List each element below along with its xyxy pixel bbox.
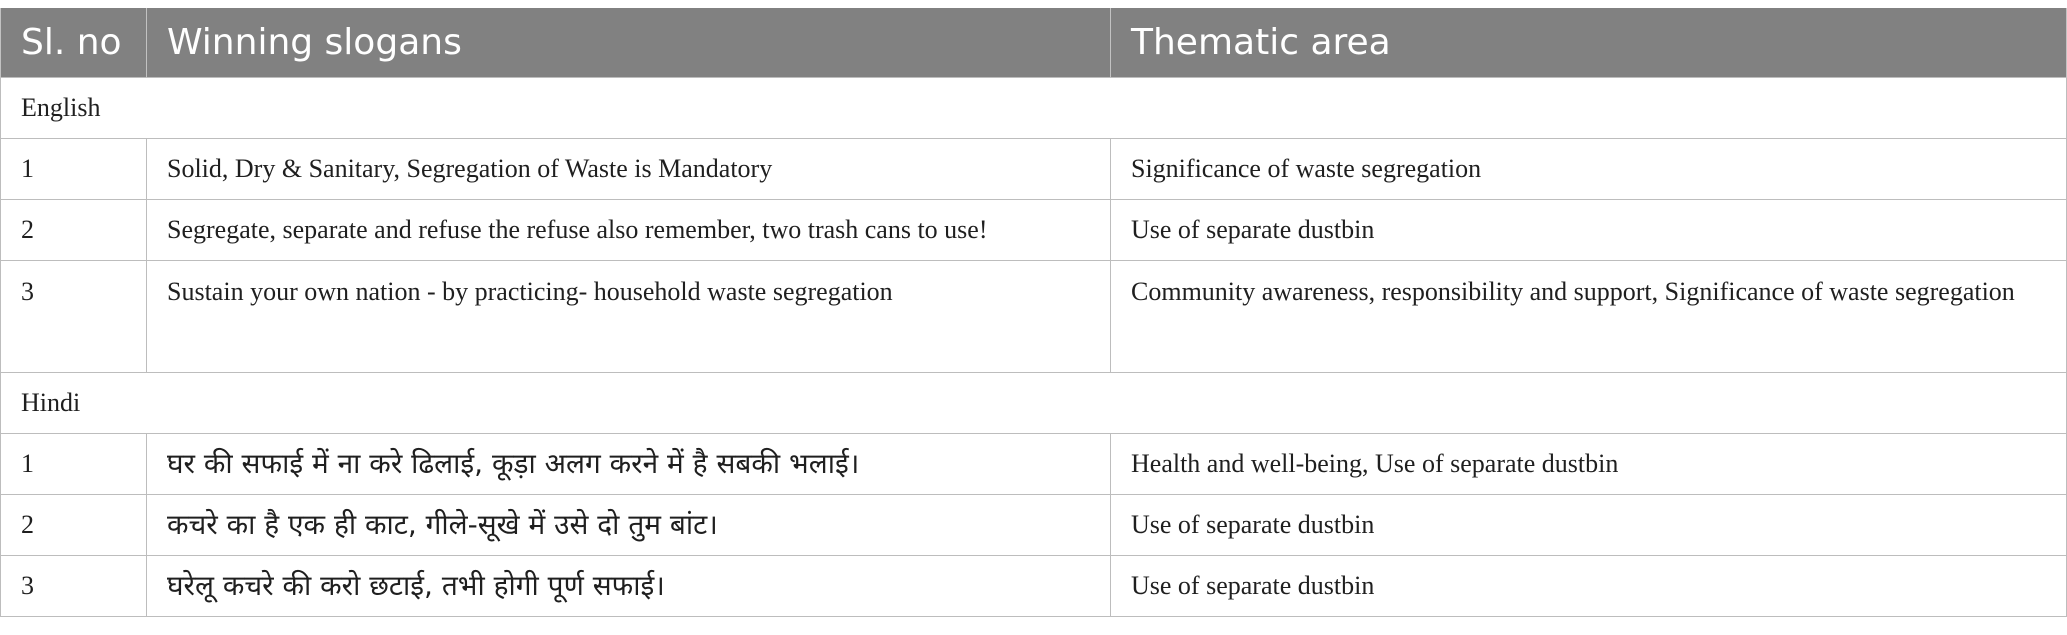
header-thematic-area: Thematic area: [1111, 8, 2067, 77]
row-theme: Health and well-being, Use of separate dustbin: [1111, 433, 2067, 494]
row-theme: Use of separate dustbin: [1111, 555, 2067, 616]
row-slogan: Sustain your own nation - by practicing- household waste segregation: [147, 260, 1111, 372]
section-title-english: English: [1, 77, 2067, 138]
table-row: [1, 494, 2067, 555]
table-header: [1, 8, 2067, 77]
slogans-table: [0, 8, 2067, 617]
table-row: [1, 260, 2067, 372]
row-theme: Use of separate dustbin: [1111, 199, 2067, 260]
table-row: [1, 555, 2067, 616]
row-theme: Significance of waste segregation: [1111, 138, 2067, 199]
row-slogan: घरेलू कचरे की करो छटाई, तभी होगी पूर्ण सफाई।: [147, 555, 1111, 616]
header-serial-number: Sl. no: [1, 8, 147, 77]
table-row: [1, 138, 2067, 199]
header-winning-slogans: Winning slogans: [147, 8, 1111, 77]
row-serial: 2: [1, 199, 147, 260]
row-serial: 1: [1, 433, 147, 494]
row-slogan: घर की सफाई में ना करे ढिलाई, कूड़ा अलग करने में है सबकी भलाई।: [147, 433, 1111, 494]
row-serial: 3: [1, 260, 147, 372]
table-row: [1, 433, 2067, 494]
slogans-table-container: [0, 8, 2066, 617]
row-serial: 3: [1, 555, 147, 616]
section-row-hindi: [1, 372, 2067, 433]
section-row-english: [1, 77, 2067, 138]
header-row: [1, 8, 2067, 77]
row-slogan: Solid, Dry & Sanitary, Segregation of Waste is Mandatory: [147, 138, 1111, 199]
row-serial: 2: [1, 494, 147, 555]
section-title-hindi: Hindi: [1, 372, 2067, 433]
table-body: [1, 77, 2067, 616]
row-serial: 1: [1, 138, 147, 199]
row-theme: Community awareness, responsibility and support, Significance of waste segregation: [1111, 260, 2067, 372]
row-slogan: कचरे का है एक ही काट, गीले-सूखे में उसे दो तुम बांट।: [147, 494, 1111, 555]
row-slogan: Segregate, separate and refuse the refuse also remember, two trash cans to use!: [147, 199, 1111, 260]
row-theme: Use of separate dustbin: [1111, 494, 2067, 555]
table-row: [1, 199, 2067, 260]
